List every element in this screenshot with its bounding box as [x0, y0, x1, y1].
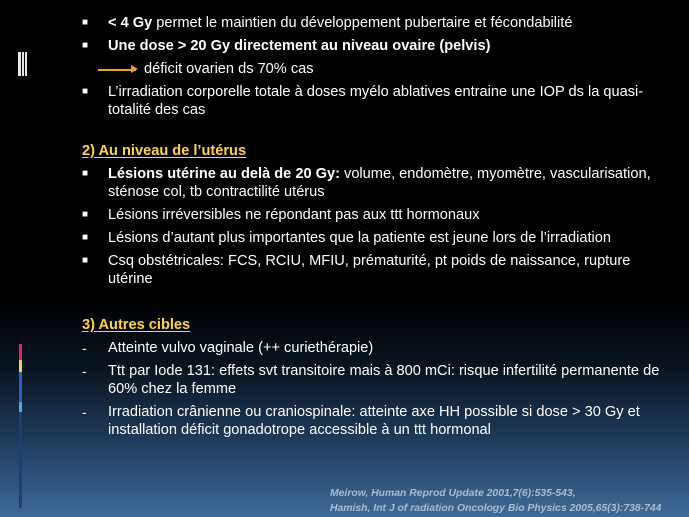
heading-autres-cibles: 3) Autres cibles	[82, 317, 191, 333]
bullet-lesions-irreversibles: ■ Lésions irréversibles ne répondant pas aux ttt hormonaux	[82, 207, 480, 223]
arrow-row-deficit: déficit ovarien ds 70% cas	[82, 60, 672, 78]
bullet-square-icon: ■	[82, 255, 89, 266]
dash-item-iode-131: - Ttt par Iode 131: effets svt transitoire mais à 800 mCi: risque infertilité permanente de 60% chez la femme	[82, 363, 660, 397]
bullet-irradiation-totale: ■ L’irradiation corporelle totale à doses myélo ablatives entraine une IOP ds la quasi-totalité des cas	[82, 84, 644, 118]
arrow-right-icon	[98, 69, 136, 71]
slide-content	[82, 14, 672, 439]
bullet-square-icon: ■	[82, 17, 89, 28]
bullet-square-icon: ■	[82, 232, 89, 243]
bullet-csq-obstetricales: ■ Csq obstétricales: FCS, RCIU, MFIU, prématurité, pt poids de naissance, rupture utérine	[82, 253, 631, 287]
reference-meirow: Meirow, Human Reprod Update 2001,7(6):535-543,	[330, 488, 576, 499]
bullet-square-icon: ■	[82, 86, 89, 97]
bullet-square-icon: ■	[82, 40, 89, 51]
decorative-bars-top	[18, 52, 28, 76]
dash-marker: -	[82, 363, 87, 379]
bullet-dose-20gy: ■ Une dose > 20 Gy directement au niveau ovaire (pelvis)	[82, 38, 491, 54]
decorative-bar-left	[19, 344, 27, 508]
dash-item-vulvo-vaginale: - Atteinte vulvo vaginale (++ curiethérapie)	[82, 340, 374, 356]
bullet-square-icon: ■	[82, 209, 89, 220]
dash-item-irradiation-cranienne: - Irradiation crânienne ou craniospinale: atteinte axe HH possible si dose > 30 Gy et installation déficit gonadotrope accessible à un ttt hormonal	[82, 404, 640, 438]
dash-marker: -	[82, 404, 87, 420]
heading-uterus: 2) Au niveau de l’utérus	[82, 143, 247, 159]
dash-marker: -	[82, 340, 87, 356]
bullet-lesions-importantes: ■ Lésions d’autant plus importantes que la patiente est jeune lors de l’irradiation	[82, 230, 611, 246]
bullet-lesions-20gy: ■ Lésions utérine au delà de 20 Gy: volume, endomètre, myomètre, vascularisation, sténose col, tb contractilité utérus	[82, 166, 651, 200]
reference-hamish: Hamish, Int J of radiation Oncology Bio Physics 2005,65(3):738-744	[330, 503, 662, 514]
references	[330, 486, 661, 516]
bullet-dose-4gy: ■ < 4 Gy permet le maintien du développement pubertaire et fécondabilité	[82, 15, 573, 31]
bullet-square-icon: ■	[82, 168, 89, 179]
